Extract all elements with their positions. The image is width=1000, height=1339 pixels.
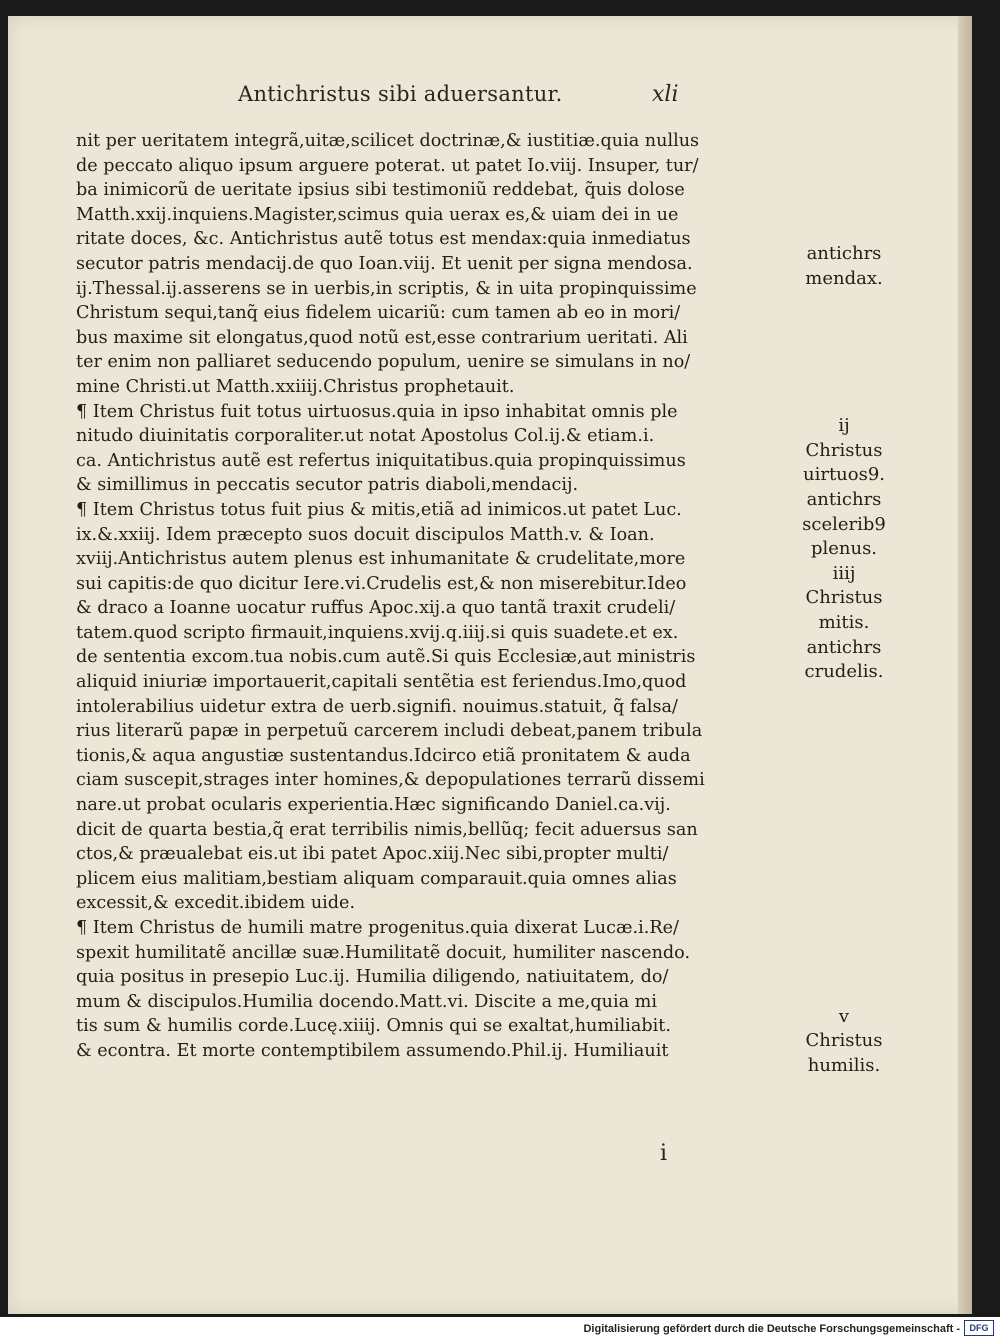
text-line: ¶ Item Christus totus fuit pius & mitis,etiã ad inimicos.ut patet Luc. — [76, 499, 682, 520]
gloss-line: plenus. — [810, 538, 878, 560]
running-head: Antichristus sibi aduersantur. — [238, 82, 563, 106]
text-line: Christum sequi,tanq̃ eius fidelem uicariũ: cum tamen ab eo in mori/ — [76, 303, 681, 324]
text-line: excessit,& excedit.ibidem uide. — [76, 893, 356, 914]
text-line: dicit de quarta bestia,q̃ erat terribilis nimis,bellũq; fecit aduersus san — [76, 819, 698, 840]
gloss-line: iiij — [832, 562, 856, 584]
gloss-line: uirtuos9. — [802, 464, 886, 486]
text-line: ij.Thessal.ij.asserens se in uerbis,in scriptis, & in uita propinquissime — [76, 278, 697, 299]
text-line: de peccato aliquo ipsum arguere poterat. ut patet Io.viij. Insuper, tur/ — [76, 155, 699, 176]
dfg-logo: DFG — [964, 1320, 994, 1336]
catchword: i — [660, 1141, 668, 1166]
text-line: Matth.xxij.inquiens.Magister,scimus quia uerax es,& uiam dei in ue — [76, 204, 679, 225]
text-line: mine Christi.ut Matth.xxiiij.Christus prophetauit. — [76, 376, 515, 397]
text-line: aliquid iniuriæ importauerit,capitali sentẽtia est feriendus.Imo,quod — [76, 672, 687, 693]
text-line: tis sum & humilis corde.Lucę.xiiij. Omnis qui se exaltat,humiliabit. — [76, 1016, 671, 1037]
text-line: nit per ueritatem integrã,uitæ,scilicet doctrinæ,& iustitiæ.quia nullus — [76, 131, 700, 151]
text-line: bus maxime sit elongatus,quod notũ est,esse contrarium ueritati. Ali — [76, 327, 688, 348]
footer-credit: Digitalisierung gefördert durch die Deutsche Forschungsgemeinschaft - — [583, 1323, 960, 1335]
book-page — [8, 16, 972, 1314]
gloss-line: Christus — [805, 587, 883, 609]
text-line: sui capitis:de quo dicitur Iere.vi.Crudelis est,& non miserebitur.Ideo — [76, 573, 687, 594]
text-line: xviij.Antichristus autem plenus est inhumanitate & crudelitate,more — [76, 549, 686, 570]
gloss-line: Christus — [805, 439, 883, 461]
text-line: ba inimicorũ de ueritate ipsius sibi testimoniũ reddebat, q̃uis dolose — [76, 180, 685, 201]
main-text-block — [76, 129, 772, 1064]
folio-number: xli — [652, 82, 679, 107]
text-line: intolerabilius uidetur extra de uerb.signifi. nouimus.statuit, q̃ falsa/ — [76, 696, 678, 717]
text-line: spexit humilitatẽ ancillæ suæ.Humilitatẽ docuit, humiliter nascendo. — [76, 942, 691, 963]
text-line: quia positus in presepio Luc.ij. Humilia diligendo, natiuitatem, do/ — [76, 967, 669, 988]
text-line: ter enim non palliaret seducendo populum, uenire se simulans in no/ — [76, 352, 691, 373]
gloss-line: mitis. — [818, 611, 870, 633]
gloss-line: v — [838, 1005, 850, 1027]
text-line: & simillimus in peccatis secutor patris diaboli,mendacij. — [76, 475, 579, 496]
text-line: mum & discipulos.Humilia docendo.Matt.vi. Discite a me,quia mi — [76, 991, 657, 1012]
text-line: tionis,& aqua angustiæ sustentandus.Idcirco etiã pronitatem & auda — [76, 745, 691, 766]
gloss-line: antichrs — [806, 243, 882, 264]
text-line: de sententia excom.tua nobis.cum autẽ.Si quis Ecclesiæ,aut ministris — [76, 647, 696, 668]
text-line: rius literarũ papæ in perpetuũ carcerem includi debeat,panem tribula — [76, 721, 703, 742]
gloss-line: scelerib9 — [802, 513, 886, 535]
digitization-footer — [0, 1317, 1000, 1339]
text-line: plicem eius malitiam,bestiam aliquam comparauit.quia omnes alias — [76, 868, 677, 889]
text-line: secutor patris mendacij.de quo Ioan.viij. Et uenit per signa mendosa. — [76, 253, 693, 274]
text-line: ¶ Item Christus de humili matre progenitus.quia dixerat Lucæ.i.Re/ — [76, 918, 679, 938]
text-line: ix.&.xxiij. Idem præcepto suos docuit discipulos Matth.v. & Ioan. — [76, 524, 655, 545]
text-line: nare.ut probat ocularis experientia.Hæc significando Daniel.ca.vij. — [76, 795, 671, 816]
text-line: ¶ Item Christus fuit totus uirtuosus.quia in ipso inhabitat omnis ple — [76, 401, 678, 422]
gloss-line: antichrs — [806, 488, 882, 510]
marginal-gloss — [774, 1005, 914, 1079]
gloss-line: ij — [838, 415, 850, 437]
text-line: tatem.quod scripto firmauit,inquiens.xvij.q.iiij.si quis suadete.et ex. — [76, 622, 679, 643]
gloss-line: crudelis. — [804, 661, 884, 683]
text-line: ca. Antichristus autẽ est refertus iniquitatibus.quia propinquissimus — [76, 450, 686, 471]
gloss-line: mendax. — [805, 267, 883, 289]
text-line: & draco a Ioanne uocatur ruffus Apoc.xij.a quo tantã traxit crudeli/ — [76, 598, 676, 619]
gloss-line: humilis. — [807, 1054, 881, 1076]
gloss-line: Christus — [805, 1030, 883, 1052]
text-line: ritate doces, &c. Antichristus autẽ totus est mendax:quia inmediatus — [76, 229, 691, 250]
text-line: nitudo diuinitatis corporaliter.ut notat Apostolus Col.ij.& etiam.i. — [76, 426, 655, 447]
gloss-line: antichrs — [806, 636, 882, 658]
text-line: ciam suscepit,strages inter homines,& depopulationes terrarũ dissemi — [76, 770, 705, 791]
marginal-gloss — [774, 414, 914, 685]
marginal-gloss — [774, 242, 914, 291]
text-line: & econtra. Et morte contemptibilem assumendo.Phil.ij. Humiliauit — [76, 1040, 669, 1061]
text-line: ctos,& præualebat eis.ut ibi patet Apoc.xiij.Nec sibi,propter multi/ — [76, 844, 669, 865]
